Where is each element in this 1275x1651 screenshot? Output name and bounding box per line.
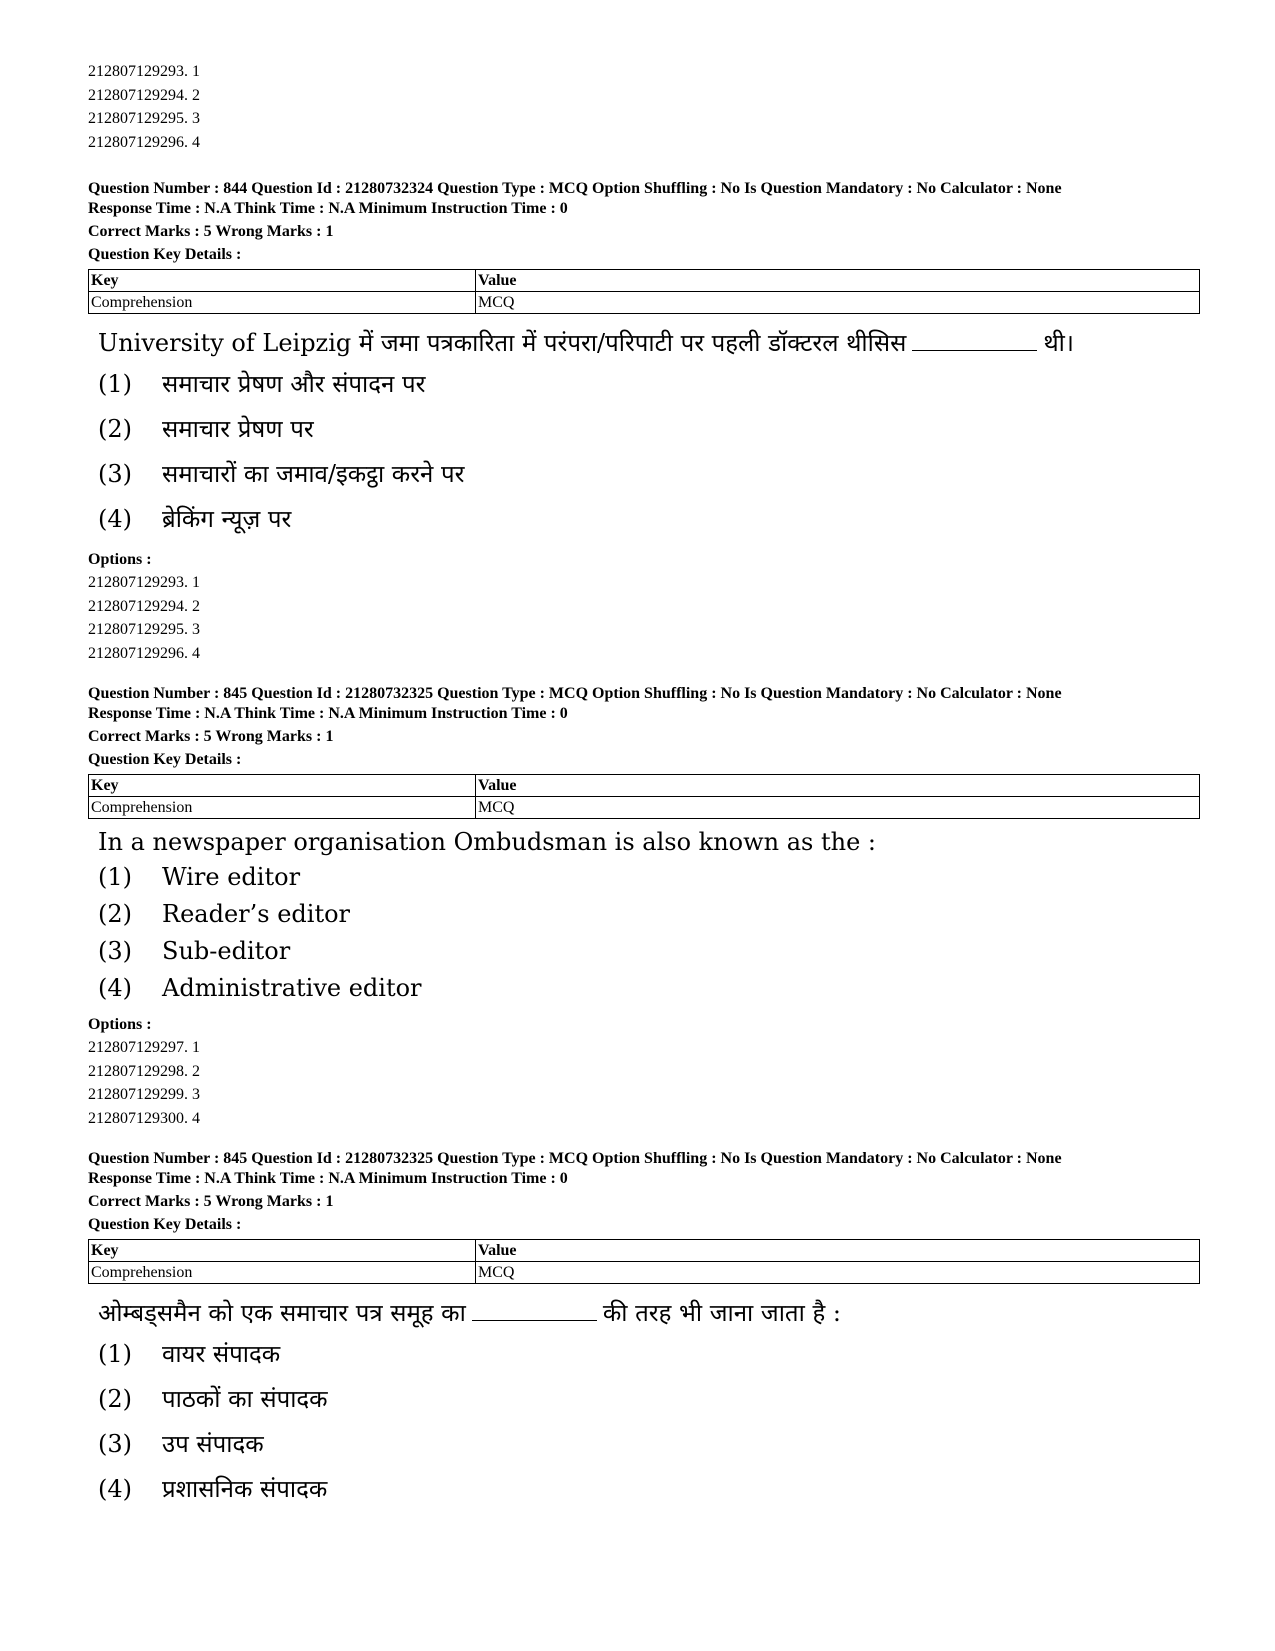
- option-id: 212807129296. 4: [88, 133, 200, 151]
- choice-text: समाचारों का जमाव/इकट्ठा करने पर: [162, 460, 465, 488]
- question-text: [98, 324, 1200, 362]
- table-cell-value: MCQ: [476, 1262, 1200, 1284]
- options-label: Options :: [88, 1016, 152, 1033]
- table-row: [89, 292, 1200, 314]
- key-details-label: Question Key Details :: [88, 1216, 242, 1233]
- question-marks: Correct Marks : 5 Wrong Marks : 1: [88, 223, 334, 240]
- choice-number: (4): [98, 505, 132, 533]
- option-id: 212807129298. 2: [88, 1062, 200, 1080]
- question-content: [88, 825, 1200, 1007]
- choice: [98, 859, 1200, 896]
- question-meta: Question Number : 844 Question Id : 21280732324 Question Type : MCQ Option Shuffling : No Is Question Mandatory : No Calculator : None: [88, 180, 1062, 197]
- choice-text: ब्रेकिंग न्यूज़ पर: [162, 505, 292, 533]
- table-cell-value: MCQ: [476, 292, 1200, 314]
- table-header-row: [89, 775, 1200, 797]
- choice: [98, 497, 1200, 542]
- option-id: 212807129294. 2: [88, 86, 200, 104]
- choice-number: (1): [98, 863, 132, 891]
- table-header-value: Value: [476, 1240, 1200, 1262]
- key-details-table: [88, 1239, 1200, 1284]
- question-timing: Response Time : N.A Think Time : N.A Minimum Instruction Time : 0: [88, 1170, 568, 1187]
- choice-text: Sub-editor: [162, 937, 291, 965]
- question-meta: Question Number : 845 Question Id : 21280732325 Question Type : MCQ Option Shuffling : No Is Question Mandatory : No Calculator : None: [88, 1150, 1062, 1167]
- choice-text: वायर संपादक: [162, 1340, 281, 1368]
- choice-number: (1): [98, 1340, 132, 1368]
- choice-text: पाठकों का संपादक: [162, 1385, 328, 1413]
- choice-number: (2): [98, 1385, 132, 1413]
- option-id: 212807129296. 4: [88, 644, 200, 662]
- choice-number: (1): [98, 370, 132, 398]
- choice: [98, 1467, 1200, 1512]
- option-id: 212807129297. 1: [88, 1039, 200, 1056]
- option-id: 212807129300. 4: [88, 1109, 200, 1127]
- choice: [98, 970, 1200, 1007]
- question-block-845-hindi: [88, 1149, 1200, 1512]
- question-text-before: ओम्बड्समैन को एक समाचार पत्र समूह का: [98, 1299, 466, 1327]
- question-text: In a newspaper organisation Ombudsman is also known as the :: [98, 828, 877, 856]
- choice-text: Administrative editor: [162, 974, 422, 1002]
- option-id: 212807129295. 3: [88, 621, 200, 638]
- question-content: [88, 324, 1200, 542]
- table-header-key: Key: [89, 270, 476, 292]
- table-header-row: [89, 270, 1200, 292]
- choice-number: (3): [98, 460, 132, 488]
- choice-number: (4): [98, 974, 132, 1002]
- blank-line: [472, 1302, 597, 1321]
- key-details-table: [88, 774, 1200, 819]
- choice-text: उप संपादक: [162, 1430, 264, 1458]
- choice-text: समाचार प्रेषण पर: [162, 415, 314, 443]
- choice: [98, 407, 1200, 452]
- table-cell-key: Comprehension: [89, 292, 476, 314]
- choice-text: Wire editor: [162, 863, 301, 891]
- question-text-after: थी।: [1043, 329, 1074, 357]
- question-block-844: [88, 179, 1200, 665]
- question-content: [88, 1294, 1200, 1512]
- choice: [98, 452, 1200, 497]
- table-header-row: [89, 1240, 1200, 1262]
- previous-options-list: [88, 60, 200, 154]
- choice-text: समाचार प्रेषण और संपादन पर: [162, 370, 426, 398]
- choice-number: (4): [98, 1475, 132, 1503]
- question-timing: Response Time : N.A Think Time : N.A Minimum Instruction Time : 0: [88, 705, 568, 722]
- choice-number: (2): [98, 415, 132, 443]
- choice-text: प्रशासनिक संपादक: [162, 1475, 328, 1503]
- choice-number: (2): [98, 900, 132, 928]
- options-list: [88, 571, 1200, 665]
- table-header-value: Value: [476, 270, 1200, 292]
- choice: [98, 1332, 1200, 1377]
- table-row: [89, 1262, 1200, 1284]
- table-row: [89, 797, 1200, 819]
- blank-line: [912, 332, 1037, 351]
- choice: [98, 896, 1200, 933]
- question-meta: Question Number : 845 Question Id : 21280732325 Question Type : MCQ Option Shuffling : No Is Question Mandatory : No Calculator : None: [88, 685, 1062, 702]
- option-id: 212807129295. 3: [88, 110, 200, 127]
- option-id: 212807129293. 1: [88, 574, 200, 591]
- key-details-table: [88, 269, 1200, 314]
- choice-number: (3): [98, 937, 132, 965]
- choice-number: (3): [98, 1430, 132, 1458]
- option-id: 212807129294. 2: [88, 597, 200, 615]
- question-marks: Correct Marks : 5 Wrong Marks : 1: [88, 1193, 334, 1210]
- key-details-label: Question Key Details :: [88, 246, 242, 263]
- question-timing: Response Time : N.A Think Time : N.A Minimum Instruction Time : 0: [88, 200, 568, 217]
- choice: [98, 362, 1200, 407]
- options-list: [88, 1036, 1200, 1130]
- choice: [98, 933, 1200, 970]
- option-id: 212807129299. 3: [88, 1086, 200, 1103]
- key-details-label: Question Key Details :: [88, 751, 242, 768]
- table-cell-value: MCQ: [476, 797, 1200, 819]
- option-id: 212807129293. 1: [88, 63, 200, 80]
- question-text-before: University of Leipzig में जमा पत्रकारिता में परंपरा/परिपाटी पर पहली डॉक्टरल थीसिस: [98, 329, 907, 357]
- table-cell-key: Comprehension: [89, 1262, 476, 1284]
- choice: [98, 1377, 1200, 1422]
- choice-text: Reader’s editor: [162, 900, 351, 928]
- table-header-key: Key: [89, 1240, 476, 1262]
- table-header-value: Value: [476, 775, 1200, 797]
- question-text-after: की तरह भी जाना जाता है :: [602, 1299, 841, 1327]
- question-marks: Correct Marks : 5 Wrong Marks : 1: [88, 728, 334, 745]
- question-text: [98, 1294, 1200, 1332]
- options-label: Options :: [88, 551, 152, 568]
- table-header-key: Key: [89, 775, 476, 797]
- question-block-845-english: [88, 684, 1200, 1130]
- table-cell-key: Comprehension: [89, 797, 476, 819]
- choice: [98, 1422, 1200, 1467]
